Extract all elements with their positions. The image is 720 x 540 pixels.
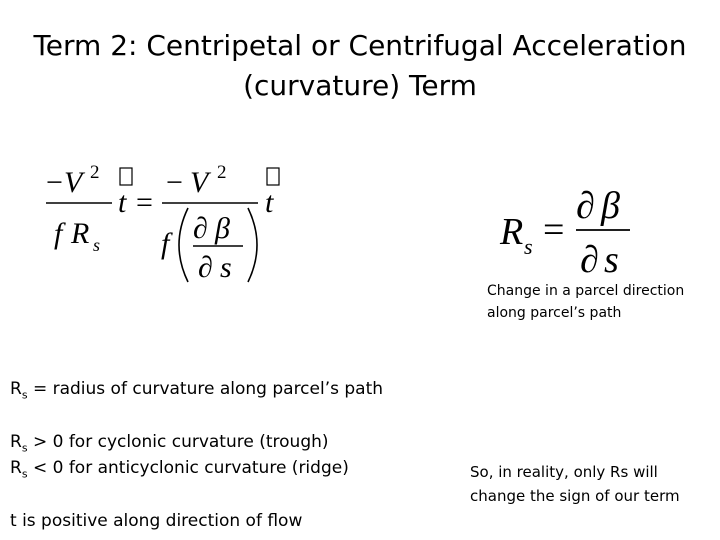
- rs-equals: =: [543, 209, 565, 251]
- eq-equals: =: [136, 186, 153, 219]
- direction-change-note: [487, 280, 684, 324]
- rs-r: R: [500, 211, 524, 253]
- eq-partial-1: ∂: [193, 212, 208, 245]
- note-line-2: along parcel’s path: [487, 305, 622, 321]
- rs-pos-sub: s: [21, 441, 28, 455]
- eq-minus-2: −: [166, 166, 183, 199]
- rs-partial-1: ∂: [576, 185, 595, 227]
- rs-partial-2: ∂: [580, 239, 599, 281]
- eq-v-1: V: [64, 166, 83, 199]
- rs-def-sub: s: [21, 388, 28, 402]
- rs-definition: [10, 378, 383, 406]
- radius-of-curvature-equation: [498, 178, 648, 283]
- sign-change-note: [470, 460, 680, 508]
- side-line-2: change the sign of our term: [470, 487, 680, 505]
- rs-pos-text: > 0 for cyclonic curvature (trough): [27, 432, 329, 452]
- title-line-1: Term 2: Centripetal or Centrifugal Acceleration: [33, 29, 687, 62]
- eq-sub-s-1: s: [93, 235, 101, 255]
- rs-neg-sub: s: [21, 467, 28, 481]
- eq-partial-2: ∂: [198, 251, 213, 284]
- slide-title: [0, 26, 720, 106]
- eq-s: s: [220, 251, 232, 284]
- t-direction-line: [10, 510, 302, 532]
- close-paren: [248, 208, 257, 282]
- eq-t-2: t: [265, 186, 274, 219]
- rs-negative-line: [10, 457, 349, 485]
- eq-v-2: V: [190, 166, 209, 199]
- rs-beta: β: [601, 185, 620, 227]
- rs-neg-text: < 0 for anticyclonic curvature (ridge): [27, 458, 349, 478]
- side-line-1: So, in reality, only Rs will: [470, 463, 658, 481]
- unit-vector-box-1: [120, 168, 132, 185]
- rs-def-text: = radius of curvature along parcel’s path: [27, 379, 384, 399]
- rs-neg-r: R: [10, 458, 22, 478]
- eq-f-1: f: [54, 217, 63, 250]
- rs-sub-s: s: [524, 234, 533, 259]
- rs-def-r: R: [10, 379, 22, 399]
- eq-exp-2: 2: [217, 162, 227, 183]
- open-paren: [179, 208, 188, 282]
- rs-positive-line: [10, 431, 329, 459]
- unit-vector-box-2: [267, 168, 279, 185]
- t-direction-text: t is positive along direction of flow: [10, 511, 303, 531]
- eq-f-2: f: [161, 227, 170, 260]
- note-line-1: Change in a parcel direction: [487, 283, 685, 299]
- eq-r-1: R: [71, 217, 90, 250]
- title-line-2: (curvature) Term: [243, 69, 477, 102]
- eq-minus-1: −: [46, 166, 63, 199]
- eq-exp-1: 2: [90, 162, 100, 183]
- eq-t-1: t: [118, 186, 127, 219]
- curvature-term-equation: [40, 150, 290, 295]
- rs-s: s: [604, 239, 619, 281]
- rs-pos-r: R: [10, 432, 22, 452]
- eq-beta: β: [215, 212, 230, 245]
